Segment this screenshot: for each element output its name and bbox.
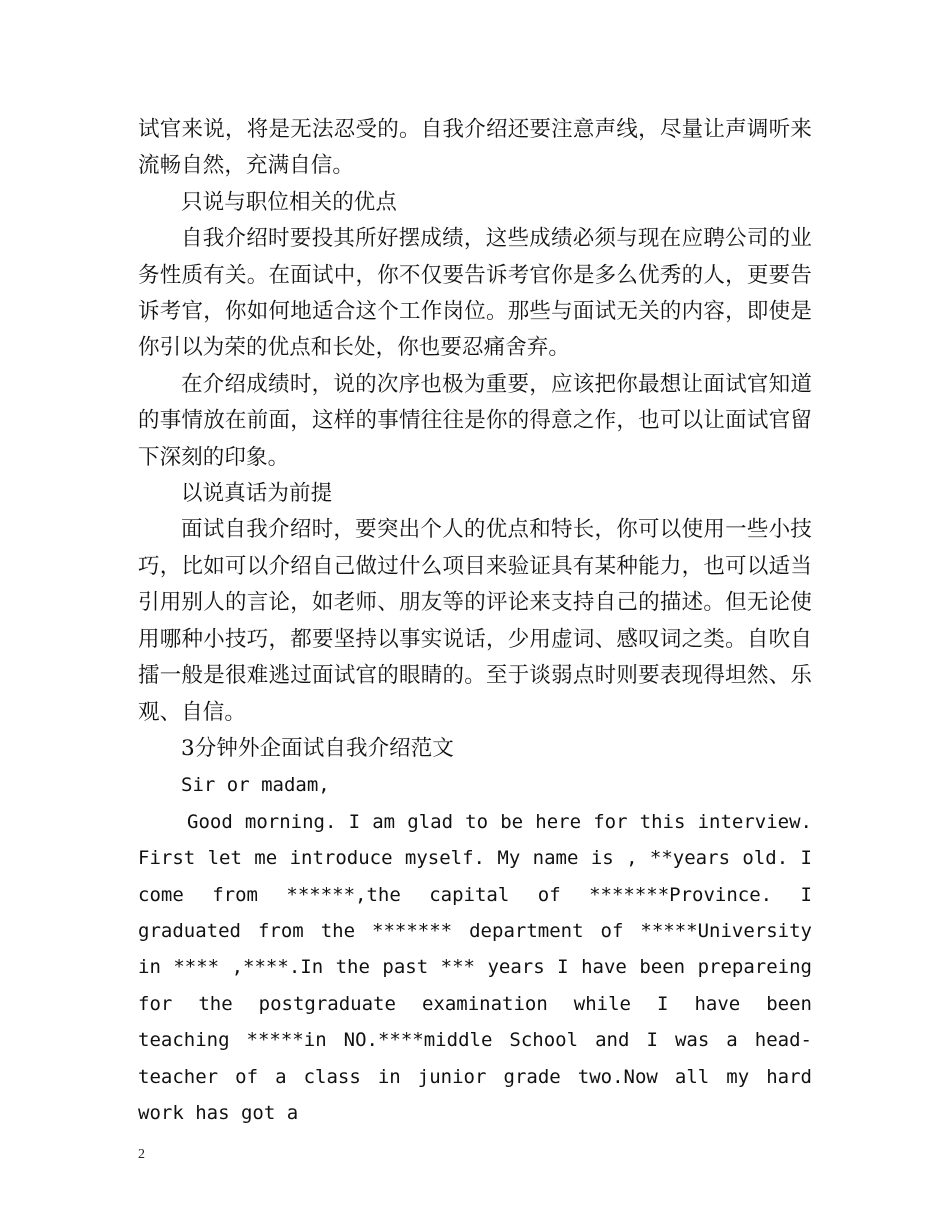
page-content xyxy=(138,112,812,1131)
paragraph-2: 自我介绍时要投其所好摆成绩，这些成绩必须与现在应聘公司的业务性质有关。在面试中，你不仅要告诉考官你是多么优秀的人，更要告诉考官，你如何地适合这个工作岗位。那些与面试无关的内容，即使是你引以为荣的优点和长处，你也要忍痛舍弃。 xyxy=(138,226,812,361)
section-heading-sample: 3分钟外企面试自我介绍范文 xyxy=(181,735,454,761)
paragraph-3: 在介绍成绩时，说的次序也极为重要，应该把你最想让面试官知道的事情放在前面，这样的事情往往是你的得意之作，也可以让面试官留下深刻的印象。 xyxy=(138,371,812,470)
paragraph-1: 试官来说，将是无法忍受的。自我介绍还要注意声线，尽量让声调听来流畅自然，充满自信。 xyxy=(138,117,812,179)
section-heading-truth: 以说真话为前提 xyxy=(181,481,333,507)
english-body-paragraph: Good morning. I am glad to be here for this interview. First let me introduce myself. My name is , **years old. I come from ******,the capital of *******Province. I graduated from the ******* department of *****University in **** ,****.In the past *** years I have been prepareing for the postgraduate examination while I have been teaching *****in NO.****middle School and I was a head-teacher of a class in junior grade two.Now all my hard work has got a xyxy=(138,810,812,1124)
paragraph-4: 面试自我介绍时，要突出个人的优点和特长，你可以使用一些小技巧，比如可以介绍自己做过什么项目来验证具有某种能力，也可以适当引用别人的言论，如老师、朋友等的评论来支持自己的描述。但无论使用哪种小技巧，都要坚持以事实说话，少用虚词、感叹词之类。自吹自擂一般是很难逃过面试官的眼睛的。至于谈弱点时则要表现得坦然、乐观、自信。 xyxy=(138,517,812,725)
english-salutation: Sir or madam, xyxy=(181,774,330,797)
page-number: 2 xyxy=(138,1147,145,1162)
section-heading-relevant-strengths: 只说与职位相关的优点 xyxy=(181,189,398,215)
